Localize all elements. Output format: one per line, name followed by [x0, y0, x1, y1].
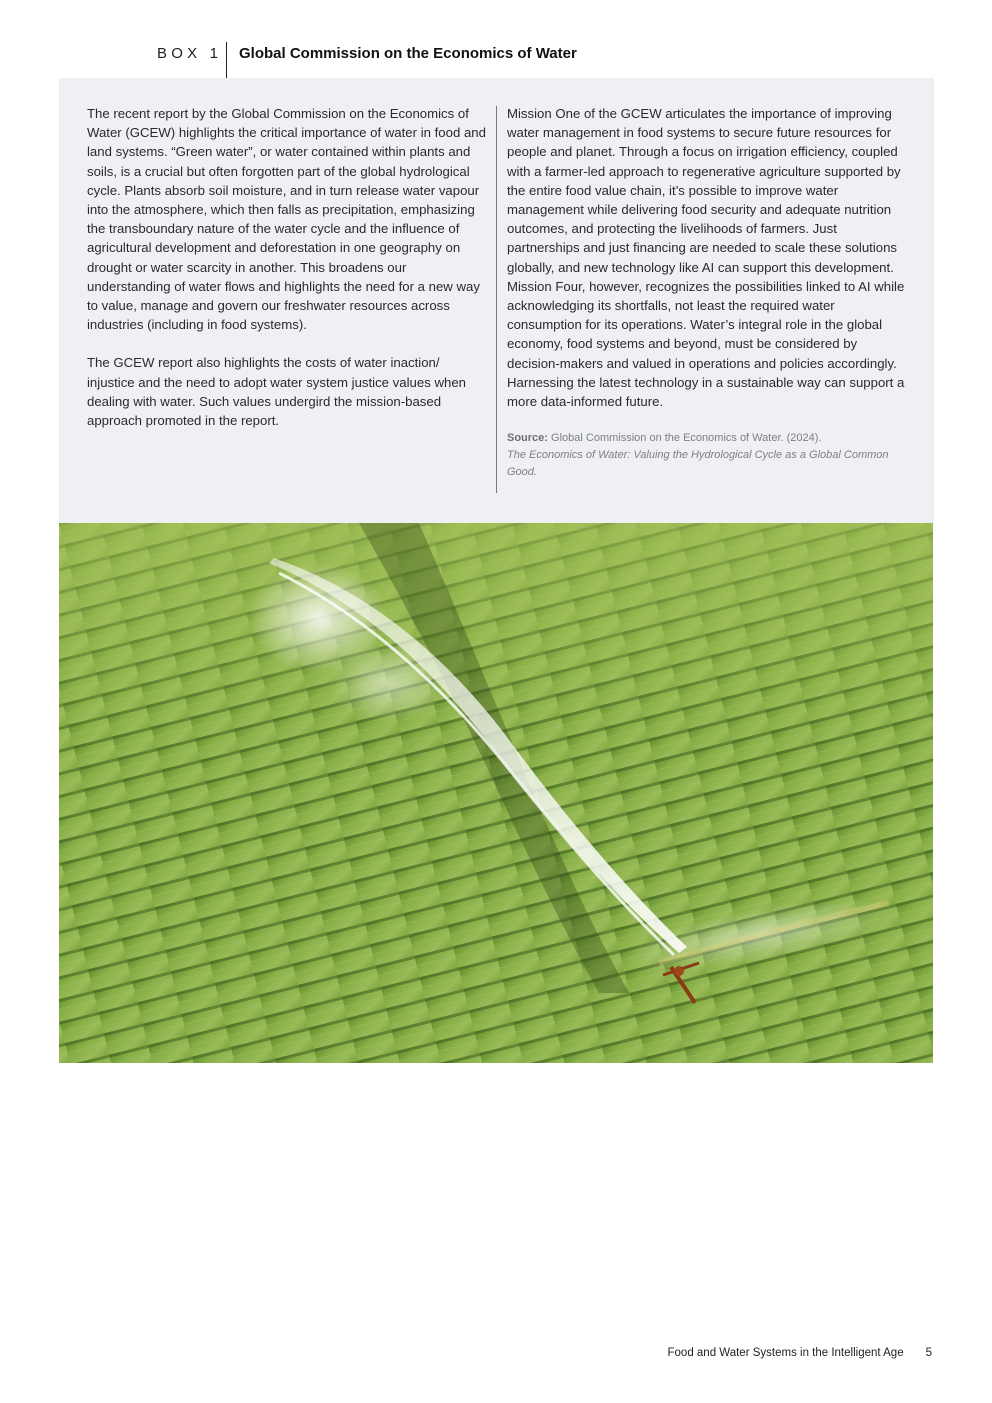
box-header — [157, 42, 577, 78]
page-footer — [668, 1347, 933, 1359]
right-paragraph: Mission One of the GCEW articulates the importance of improving water management in food systems to secure future resources for people and planet. Through a focus on irrigation efficiency, coupled with a farmer-led approach to regenerative agriculture supported by the entire food value chain, it’s possible to improve water management while delivering food security and adequate nutrition outcomes, and protecting the livelihoods of farmers. Just partnerships and just financing are needed to scale these solutions globally, and new technology like AI can support this development. Mission Four, however, recognizes the possibilities linked to AI while acknowledging its shortfalls, not least the required water consumption for its operations. Water’s integral role in the global economy, food systems and beyond, must be considered by decision-makers and valued in operations and policies accordingly. Harnessing the latest technology in a sustainable way can support a more data-informed future. — [507, 106, 905, 410]
column-divider — [496, 106, 497, 493]
source-note — [507, 430, 907, 481]
source-title: The Economics of Water: Valuing the Hydrological Cycle as a Global Common Good. — [507, 449, 889, 479]
irrigation-field-photo — [59, 523, 933, 1063]
box-label: BOX 1 — [157, 45, 223, 62]
box-header-divider — [226, 42, 227, 78]
left-paragraph: The recent report by the Global Commission on the Economics of Water (GCEW) highlights the critical importance of water in food and land systems. “Green water”, or water contained within plants and soils, is a crucial but often forgotten part of the global hydrological cycle. Plants absorb soil moisture, and in turn release water vapour into the atmosphere, which then falls as precipitation, emphasizing the transboundary nature of the water cycle and the influence of agricultural development and deforestation in one geography on drought or water scarcity in another. This broadens our understanding of water flows and highlights the need for a new way to value, manage and govern our freshwater resources across industries (including in food systems). — [87, 106, 486, 333]
right-column — [507, 104, 907, 481]
source-citation: Global Commission on the Economics of Water. (2024). — [551, 432, 822, 445]
left-paragraph: The GCEW report also highlights the costs of water inaction/ injustice and the need to adopt water system justice values when dealing with water. Such values undergird the mission-based approach promoted in the report. — [87, 355, 466, 429]
box-title: Global Commission on the Economics of Water — [239, 45, 577, 62]
irrigation-field-image — [59, 523, 933, 1063]
box-panel — [59, 78, 934, 523]
left-column — [87, 104, 487, 449]
source-label: Source: — [507, 432, 548, 445]
page-number: 5 — [925, 1347, 932, 1359]
footer-publication-title: Food and Water Systems in the Intelligent Age — [667, 1347, 904, 1359]
